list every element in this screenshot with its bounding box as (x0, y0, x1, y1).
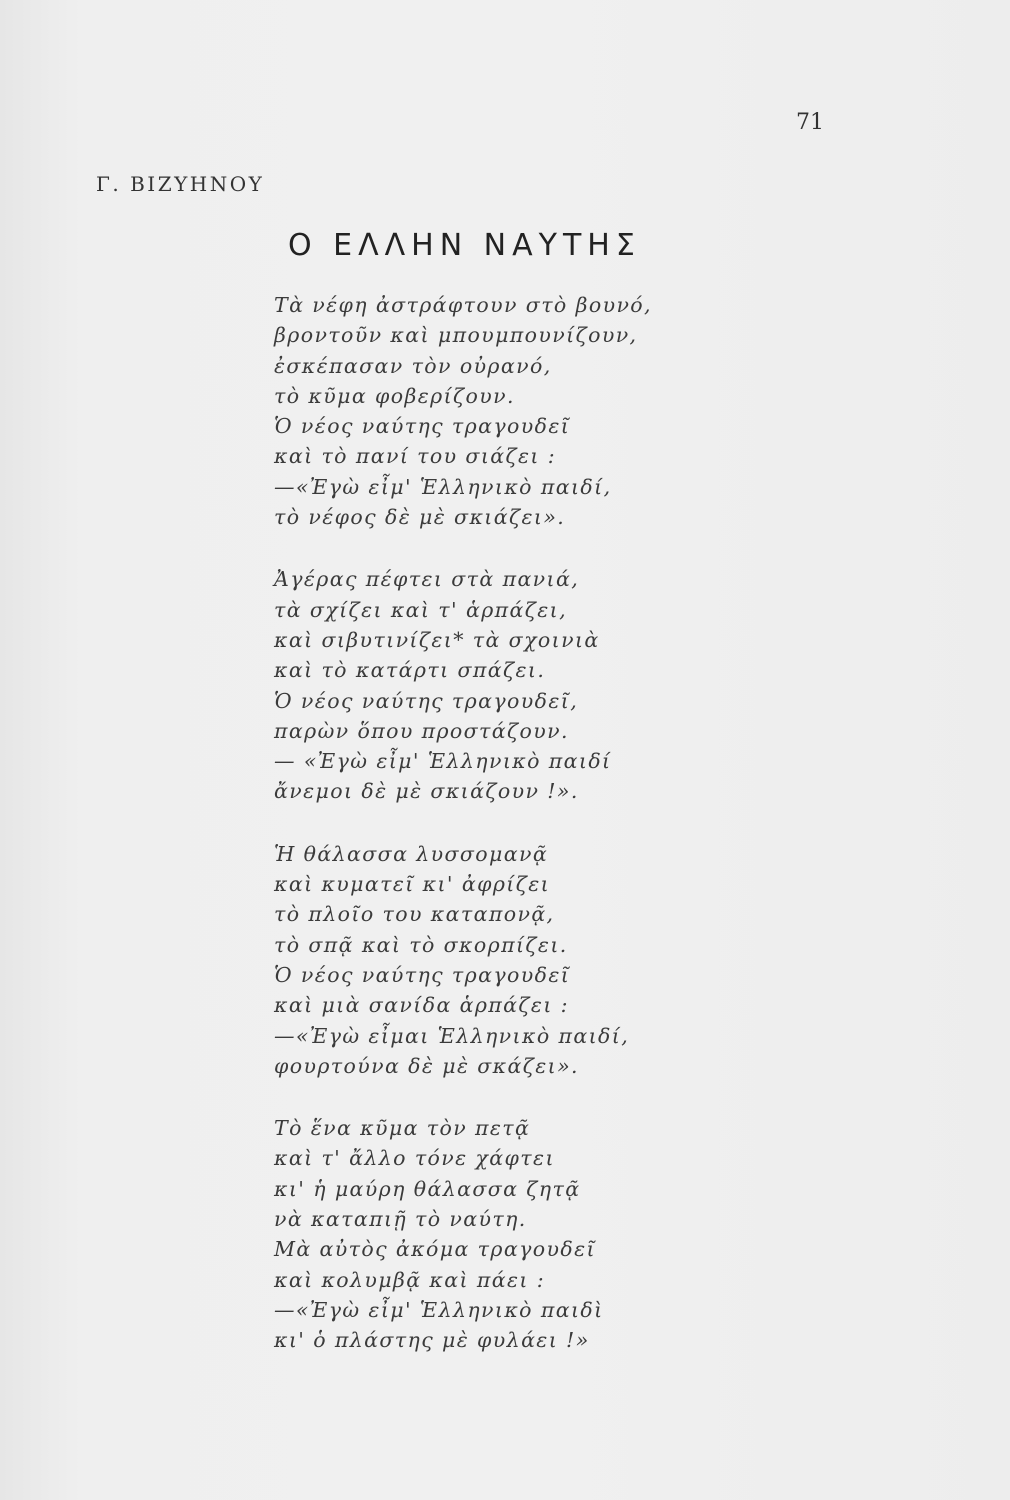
poem-line: Ἀγέρας πέφτει στὰ πανιά, (274, 567, 580, 592)
stanza-2 (274, 564, 934, 806)
poem-line: ἐσκέπασαν τὸν οὐρανό, (274, 353, 552, 378)
poem-line: καὶ κολυμβᾷ καὶ πάει : (274, 1267, 546, 1292)
poem-line: καὶ τ' ἄλλο τόνε χάφτει (274, 1146, 555, 1171)
page-number: 71 (796, 110, 824, 135)
poem-line: Ἡ θάλασσα λυσσομανᾷ (274, 841, 549, 866)
poem-line: Τὸ ἕνα κῦμα τὸν πετᾷ (274, 1116, 531, 1141)
poem-line: καὶ μιὰ σανίδα ἁρπάζει : (274, 993, 569, 1018)
poem-line: καὶ τὸ κατάρτι σπάζει. (274, 658, 546, 683)
poem-line: καὶ τὸ πανί του σιάζει : (274, 444, 557, 469)
stanza-1 (274, 290, 934, 532)
poem-line: Τὰ νέφη ἀστράφτουν στὸ βουνό, (274, 293, 652, 317)
poem-line: τὸ κῦμα φοβερίζουν. (274, 383, 515, 408)
poem-line: τὸ νέφος δὲ μὲ σκιάζει». (274, 505, 566, 530)
poem-line: —«Ἐγὼ εἶμ' Ἑλληνικὸ παιδὶ (274, 1297, 604, 1322)
author-name: Γ. ΒΙΖΥΗΝΟΥ (96, 172, 265, 196)
poem-line: παρὼν ὅπου προστάζουν. (274, 718, 569, 743)
poem-line: —«Ἐγὼ εἶμ' Ἑλληνικὸ παιδί, (274, 474, 612, 499)
poem-line: Ὁ νέος ναύτης τραγουδεῖ (274, 962, 571, 987)
poem-title: Ο ΕΛΛΗΝ ΝΑΥΤΗΣ (288, 228, 641, 263)
poem-line: καὶ σιβυτινίζει* τὰ σχοινιὰ (274, 627, 600, 652)
poem-body (274, 290, 934, 1388)
poem-line: —«Ἐγὼ εἶμαι Ἑλληνικὸ παιδί, (274, 1023, 630, 1048)
stanza-3 (274, 839, 934, 1081)
poem-line: Μὰ αὐτὸς ἀκόμα τραγουδεῖ (274, 1237, 596, 1262)
poem-line: κι' ὁ πλάστης μὲ φυλάει !» (274, 1328, 590, 1353)
poem-line: τὸ πλοῖο του καταπονᾷ, (274, 902, 555, 927)
poem-line: καὶ κυματεῖ κι' ἀφρίζει (274, 872, 551, 897)
poem-line: — «Ἐγὼ εἶμ' Ἑλληνικὸ παιδί (274, 749, 612, 774)
stanza-4 (274, 1113, 934, 1355)
poem-line: ἄνεμοι δὲ μὲ σκιάζουν !». (274, 779, 579, 804)
poem-line: φουρτούνα δὲ μὲ σκάζει». (274, 1053, 579, 1078)
poem-line: Ὁ νέος ναύτης τραγουδεῖ (274, 414, 571, 439)
poem-line: Ὁ νέος ναύτης τραγουδεῖ, (274, 688, 579, 713)
poem-line: τὰ σχίζει καὶ τ' ἁρπάζει, (274, 597, 568, 622)
poem-line: κι' ἡ μαύρη θάλασσα ζητᾷ (274, 1176, 581, 1201)
poem-line: νὰ καταπιῇ τὸ ναύτη. (274, 1207, 527, 1232)
poem-line: τὸ σπᾷ καὶ τὸ σκορπίζει. (274, 932, 568, 957)
poem-line: βροντοῦν καὶ μπουμπουνίζουν, (274, 323, 638, 348)
